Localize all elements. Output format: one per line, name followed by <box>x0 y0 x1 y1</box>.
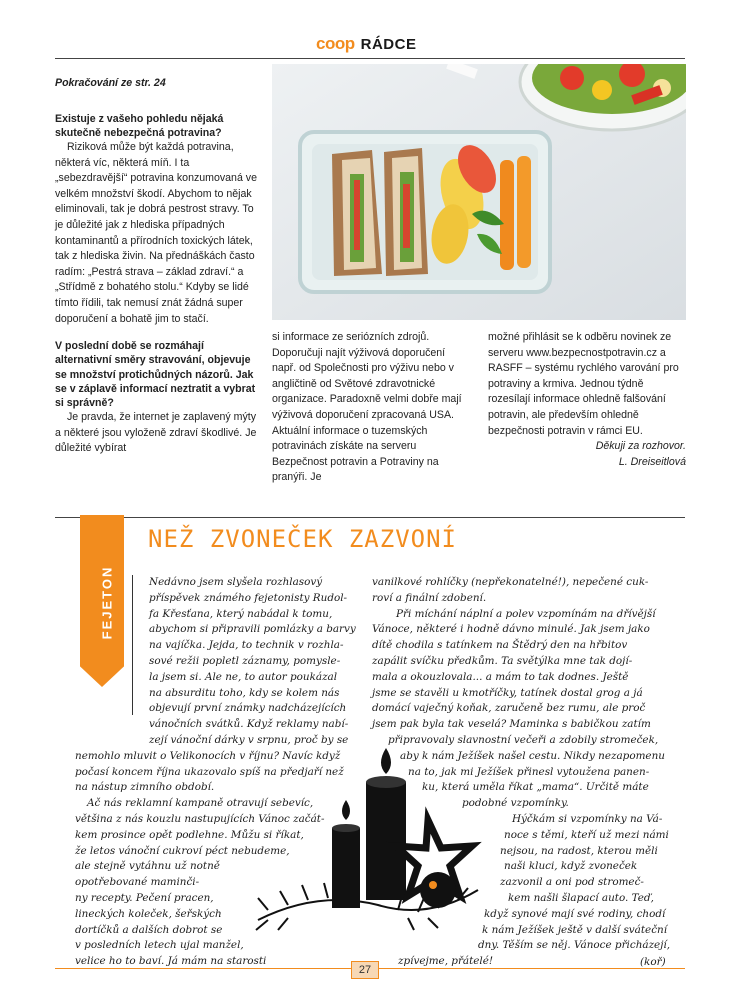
line: velice ho to baví. Já mám na starosti <box>75 955 267 968</box>
line: nejsou, na radost, kterou měli <box>500 844 658 857</box>
line: většina z nás kouzlu nastupujících Vánoc začát- <box>75 812 325 825</box>
header-rule <box>55 58 685 59</box>
line: jsem pak byla tak veselá? Maminka s babičkou zatím <box>372 718 651 731</box>
coop-logo: coop <box>316 34 355 53</box>
page-number: 27 <box>351 961 379 979</box>
line: Nedávno jsem slyšela rozhlasový <box>149 576 323 588</box>
line: fa Křesťana, který nabádal k tomu, <box>149 607 333 620</box>
question: Existuje z vašeho pohledu nějaká skutečně nebezpečná potravina? <box>55 112 224 139</box>
thanks-line: Děkuji za rozhovor. <box>595 440 686 453</box>
line: k nám Ježíšek ještě v další sváteční <box>482 923 668 936</box>
line: la jsem si. Ale ne, to autor poukázal <box>149 670 338 683</box>
line: že letos vánoční cukroví péct nebudeme, <box>75 844 290 857</box>
line: nemohlo mluvit o Velikonocích v říjnu? Navíc když <box>75 749 341 762</box>
line: na vajíčka. Jejda, to technik v rozhla- <box>149 639 344 652</box>
line: domácí vaječný koňak, zaručeně bez rumu, ale proč <box>372 702 646 715</box>
line: aby k nám Ježíšek našel cestu. Nikdy nezapomenu <box>400 749 665 762</box>
line: zazvonil a oni pod stromeč- <box>500 876 644 889</box>
line: roví a finální zdobení. <box>372 591 487 604</box>
line: objevují první známky nadcházejících <box>149 702 347 715</box>
line: lineckých koleček, šeřských <box>75 907 222 920</box>
magazine-header <box>316 34 416 54</box>
line: Vánoce, některé i hodně dávno minulé. Jak jsem jako <box>372 623 650 636</box>
line: kem prosince opět podlehne. Můžu si říkat, <box>75 828 304 841</box>
line: noce s těmi, kteří už mezi námi <box>504 828 669 841</box>
answer-continued: si informace ze seriózních zdrojů. Doporučuji najít výživová doporučení např. od Společnosti pro výživu nebo v angličtině od Světové zdravotnické organizace. Paradoxně velmi dobře mají výživová doporučení zpracovaná USA. Aktuální informace o tuzemských potravinách získáte na serveru Bezpečnost potravin a Potraviny na pranýři. Je <box>272 331 462 484</box>
line: v posledních letech ujal manžel, <box>75 939 244 952</box>
interview-column-1 <box>55 76 260 457</box>
line: ale stejně vytáhnu už notně <box>75 860 220 873</box>
feuilleton-column-2 <box>372 575 687 970</box>
feuilleton-column-1 <box>75 575 365 970</box>
author-name: L. Dreiseitlová <box>618 455 686 468</box>
line: zpívejme, přátelé! <box>398 955 494 968</box>
interview-column-3 <box>488 330 686 470</box>
continued-note: Pokračování ze str. 24 <box>55 77 166 89</box>
line: připravovaly slavnostní večeři a zdobily stromeček, <box>388 733 659 746</box>
line: opotřebované maminči- <box>75 876 200 889</box>
line: ny recepty. Pečení pracen, <box>75 891 214 904</box>
fejeton-label: FEJETON <box>99 565 115 640</box>
line: vánočních svátků. Když reklamy nabí- <box>149 718 349 731</box>
line: podobné vzpomínky. <box>462 797 569 810</box>
section-title: RÁDCE <box>360 35 417 53</box>
answer: Riziková může být každá potravina, některá víc, některá míň. I ta „sebezdravější“ potravina konzumovaná ve velkém množství škodí. Abychom to nějak eliminovali, tak je dobrá pestrost stravy. To je důležité jak z hlediska případných kontaminantů a přírodních toxických látek, tak z hlediska živin. Na přednáškách často radím: „Pestrá strava – základ zdraví.“ a „Střídmě z bohatého stolu.“ Kdyby se lidé tímto řídili, tak nemusí znát žádná super doporučení a bohatě jim to stačí. <box>55 141 257 325</box>
line: kem našli šlapací auto. Teď, <box>508 891 654 904</box>
line: dítě chodila s tatínkem na Štědrý den na hřbitov <box>372 639 628 652</box>
line: abychom si připravili pomlázky a barvy <box>149 623 356 636</box>
line: ku, která uměla říkat „mama“. Určitě máte <box>422 781 649 794</box>
line: na to, jak mi Ježíšek přinesl vytoužena panen- <box>408 765 650 778</box>
line: na absurditu toho, kdy se kolem nás <box>149 686 340 699</box>
lunchbox-photo <box>272 64 686 320</box>
line: počasí koncem října ukazovalo spíš na předjaří než <box>75 765 344 778</box>
signature: (koř) <box>640 956 666 968</box>
line: sové režii popletl záznamy, pomysle- <box>149 654 341 667</box>
line: na nástup zimního období. <box>75 781 215 794</box>
answer-continued: možné přihlásit se k odběru novinek ze serveru www.bezpecnostpotravin.cz a RASFF – systému rychlého varování pro potraviny a krmiva. Jednou týdně rozesílají informace ohledně falšování potravin, ale především ohledně bezpečnosti potravin v rámci EU. <box>488 331 679 437</box>
question: V poslední době se rozmáhají alternativní směry stravování, objevuje se množství protichůdných názorů. Jak se v záplavě informací neztratit a vybrat si správně? <box>55 340 256 409</box>
feuilleton-title: NEŽ ZVONEČEK ZAZVONÍ <box>148 525 457 553</box>
line: zapálit svíčku předkům. Ta světýlka mne tak dojí- <box>372 654 633 667</box>
line: příspěvek známého fejetonisty Rudol- <box>149 591 348 604</box>
line: zejí vánoční dárky v srpnu, proč by se <box>149 733 349 746</box>
interview-column-2 <box>272 330 472 486</box>
section-divider <box>55 517 685 518</box>
answer: Je pravda, že internet je zaplavený mýty a některé jsou vyloženě zdraví škodlivé. Je důležité vybírat <box>55 411 257 455</box>
line: jsme se stavěli u kmotříčky, tatínek dostal grog a já <box>372 686 643 699</box>
line: Při míchání náplní a polev vzpomínám na dřívější <box>396 607 656 620</box>
line: když synové mají své rodiny, chodí <box>484 907 666 920</box>
line: Ač nás reklamní kampaně otravují sebevíc, <box>87 797 314 810</box>
line: Hýčkám si vzpomínky na Vá- <box>512 812 663 825</box>
line: naši kluci, když zvoneček <box>504 860 638 873</box>
line: vanilkové rohlíčky (nepřekonatelné!), nepečené cuk- <box>372 576 649 588</box>
line: dortíčků a dalších dobrot se <box>75 923 223 936</box>
line: dny. Těším se něj. Vánoce přicházejí, <box>478 939 671 952</box>
line: mala a okouzlovala... a mám to tak dodnes. Ještě <box>372 670 629 683</box>
